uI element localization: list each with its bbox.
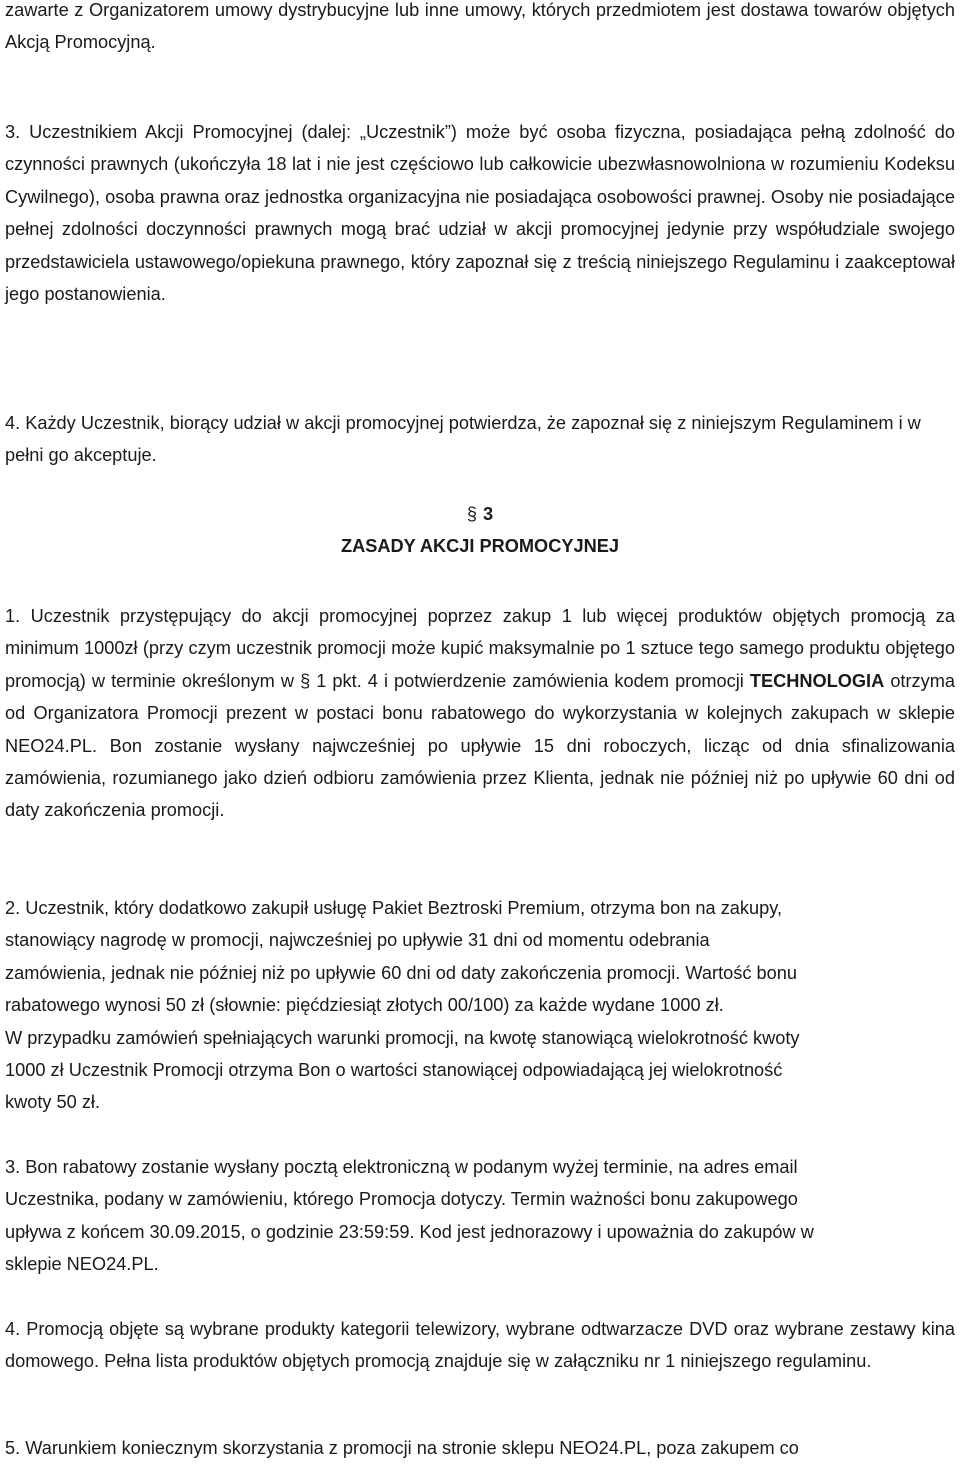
paragraph-s1-part-a: 1. Uczestnik przystępujący do akcji promocyjnej poprzez zakup 1 lub więcej produktów objętych promocją za minimum 1000zł (przy czym uczestnik promocji może kupić maksymalnie po 1 sztuce tego samego produktu objętego promocją) w terminie określonym w bbox=[5, 606, 955, 691]
paragraph-s3-line: sklepie NEO24.PL. bbox=[5, 1254, 159, 1275]
paragraph-s2-line: rabatowego wynosi 50 zł (słownie: pięćdziesiąt złotych 00/100) za każde wydane 1000 zł. bbox=[5, 995, 724, 1016]
section-symbol: § bbox=[466, 504, 477, 524]
paragraph-s2-line: kwoty 50 zł. bbox=[5, 1092, 101, 1113]
paragraph-3: 3. Uczestnikiem Akcji Promocyjnej (dalej: „Uczestnik”) może być osoba fizyczna, posiadająca pełną zdolność do czynności prawnych (ukończyła 18 lat i nie jest częściowo lub całkowicie ubezwłasnowolniona w rozumieniu Kodeksu Cywilnego), osoba prawna oraz jednostka organizacyjna nie posiadająca osobowości prawnej. Osoby nie posiadające pełnej zdolności doczynności prawnych mogą brać udział w akcji promocyjnej jedynie przy współudziale swojego przedstawiciela ustawowego/opiekuna prawnego, który zapoznał się z treścią niniejszego Regulaminu i zaakceptował jego postanowienia. bbox=[5, 122, 955, 305]
paragraph-s1-symbol: § bbox=[300, 670, 311, 691]
paragraph-s3-line: upływa z końcem 30.09.2015, o godzinie 23:59:59. Kod jest jednorazowy i upoważnia do zakupów w bbox=[5, 1221, 814, 1242]
section-heading-number bbox=[0, 504, 960, 525]
paragraph-s2-line: zamówienia, jednak nie później niż po upływie 60 dni od daty zakończenia promocji. Wartość bonu bbox=[5, 962, 797, 983]
paragraph-s2-line: W przypadku zamówień spełniających warunki promocji, na kwotę stanowiącą wielokrotność kwoty bbox=[5, 1027, 800, 1048]
paragraph-4: 4. Każdy Uczestnik, biorący udział w akcji promocyjnej potwierdza, że zapoznał się z niniejszym Regulaminem i w pełni go akceptuje. bbox=[5, 413, 921, 466]
paragraph-s1 bbox=[5, 600, 955, 827]
paragraph-s2-line: stanowiący nagrodę w promocji, najwcześniej po upływie 31 dni od momentu odebrania bbox=[5, 930, 710, 951]
paragraph-s5: 5. Warunkiem koniecznym skorzystania z promocji na stronie sklepu NEO24.PL, poza zakupem co bbox=[5, 1438, 799, 1458]
paragraph-s1-part-c: otrzyma od Organizatora Promocji prezent w postaci bonu rabatowego do wykorzystania w kolejnych zakupach w sklepie NEO24.PL. Bon zostanie wysłany najwcześniej po upływie 15 dni roboczych, licząc od dnia sfinalizowania zamówienia, rozumianego jako dzień odbioru zamówienia przez Klienta, jednak nie później niż po upływie 60 dni od daty zakończenia promocji. bbox=[5, 670, 955, 821]
paragraph-s3-line: 3. Bon rabatowy zostanie wysłany pocztą elektroniczną w podanym wyżej terminie, na adres email bbox=[5, 1157, 798, 1177]
paragraph-intro: zawarte z Organizatorem umowy dystrybucyjne lub inne umowy, których przedmiotem jest dostawa towarów objętych Akcją Promocyjną. bbox=[5, 0, 955, 53]
promo-code: TECHNOLOGIA bbox=[749, 670, 885, 691]
paragraph-s4: 4. Promocją objęte są wybrane produkty kategorii telewizory, wybrane odtwarzacze DVD oraz wybrane zestawy kina domowego. Pełna lista produktów objętych promocją znajduje się w załączniku nr 1 niniejszego regulaminu. bbox=[5, 1319, 955, 1372]
paragraph-s3-line: Uczestnika, podany w zamówieniu, którego Promocja dotyczy. Termin ważności bonu zakupowego bbox=[5, 1189, 798, 1210]
paragraph-s2-line: 1000 zł Uczestnik Promocji otrzyma Bon o wartości stanowiącej odpowiadającą jej wielokrotność bbox=[5, 1060, 783, 1081]
section-heading-title: ZASADY AKCJI PROMOCYJNEJ bbox=[341, 536, 619, 556]
section-number: 3 bbox=[483, 504, 494, 524]
paragraph-s2-line: 2. Uczestnik, który dodatkowo zakupił usługę Pakiet Beztroski Premium, otrzyma bon na zakupy, bbox=[5, 898, 783, 918]
paragraph-s3 bbox=[5, 1151, 955, 1281]
paragraph-s2 bbox=[5, 892, 955, 1119]
paragraph-s1-part-b: 1 pkt. 4 i potwierdzenie zamówienia kodem promocji bbox=[316, 670, 744, 691]
